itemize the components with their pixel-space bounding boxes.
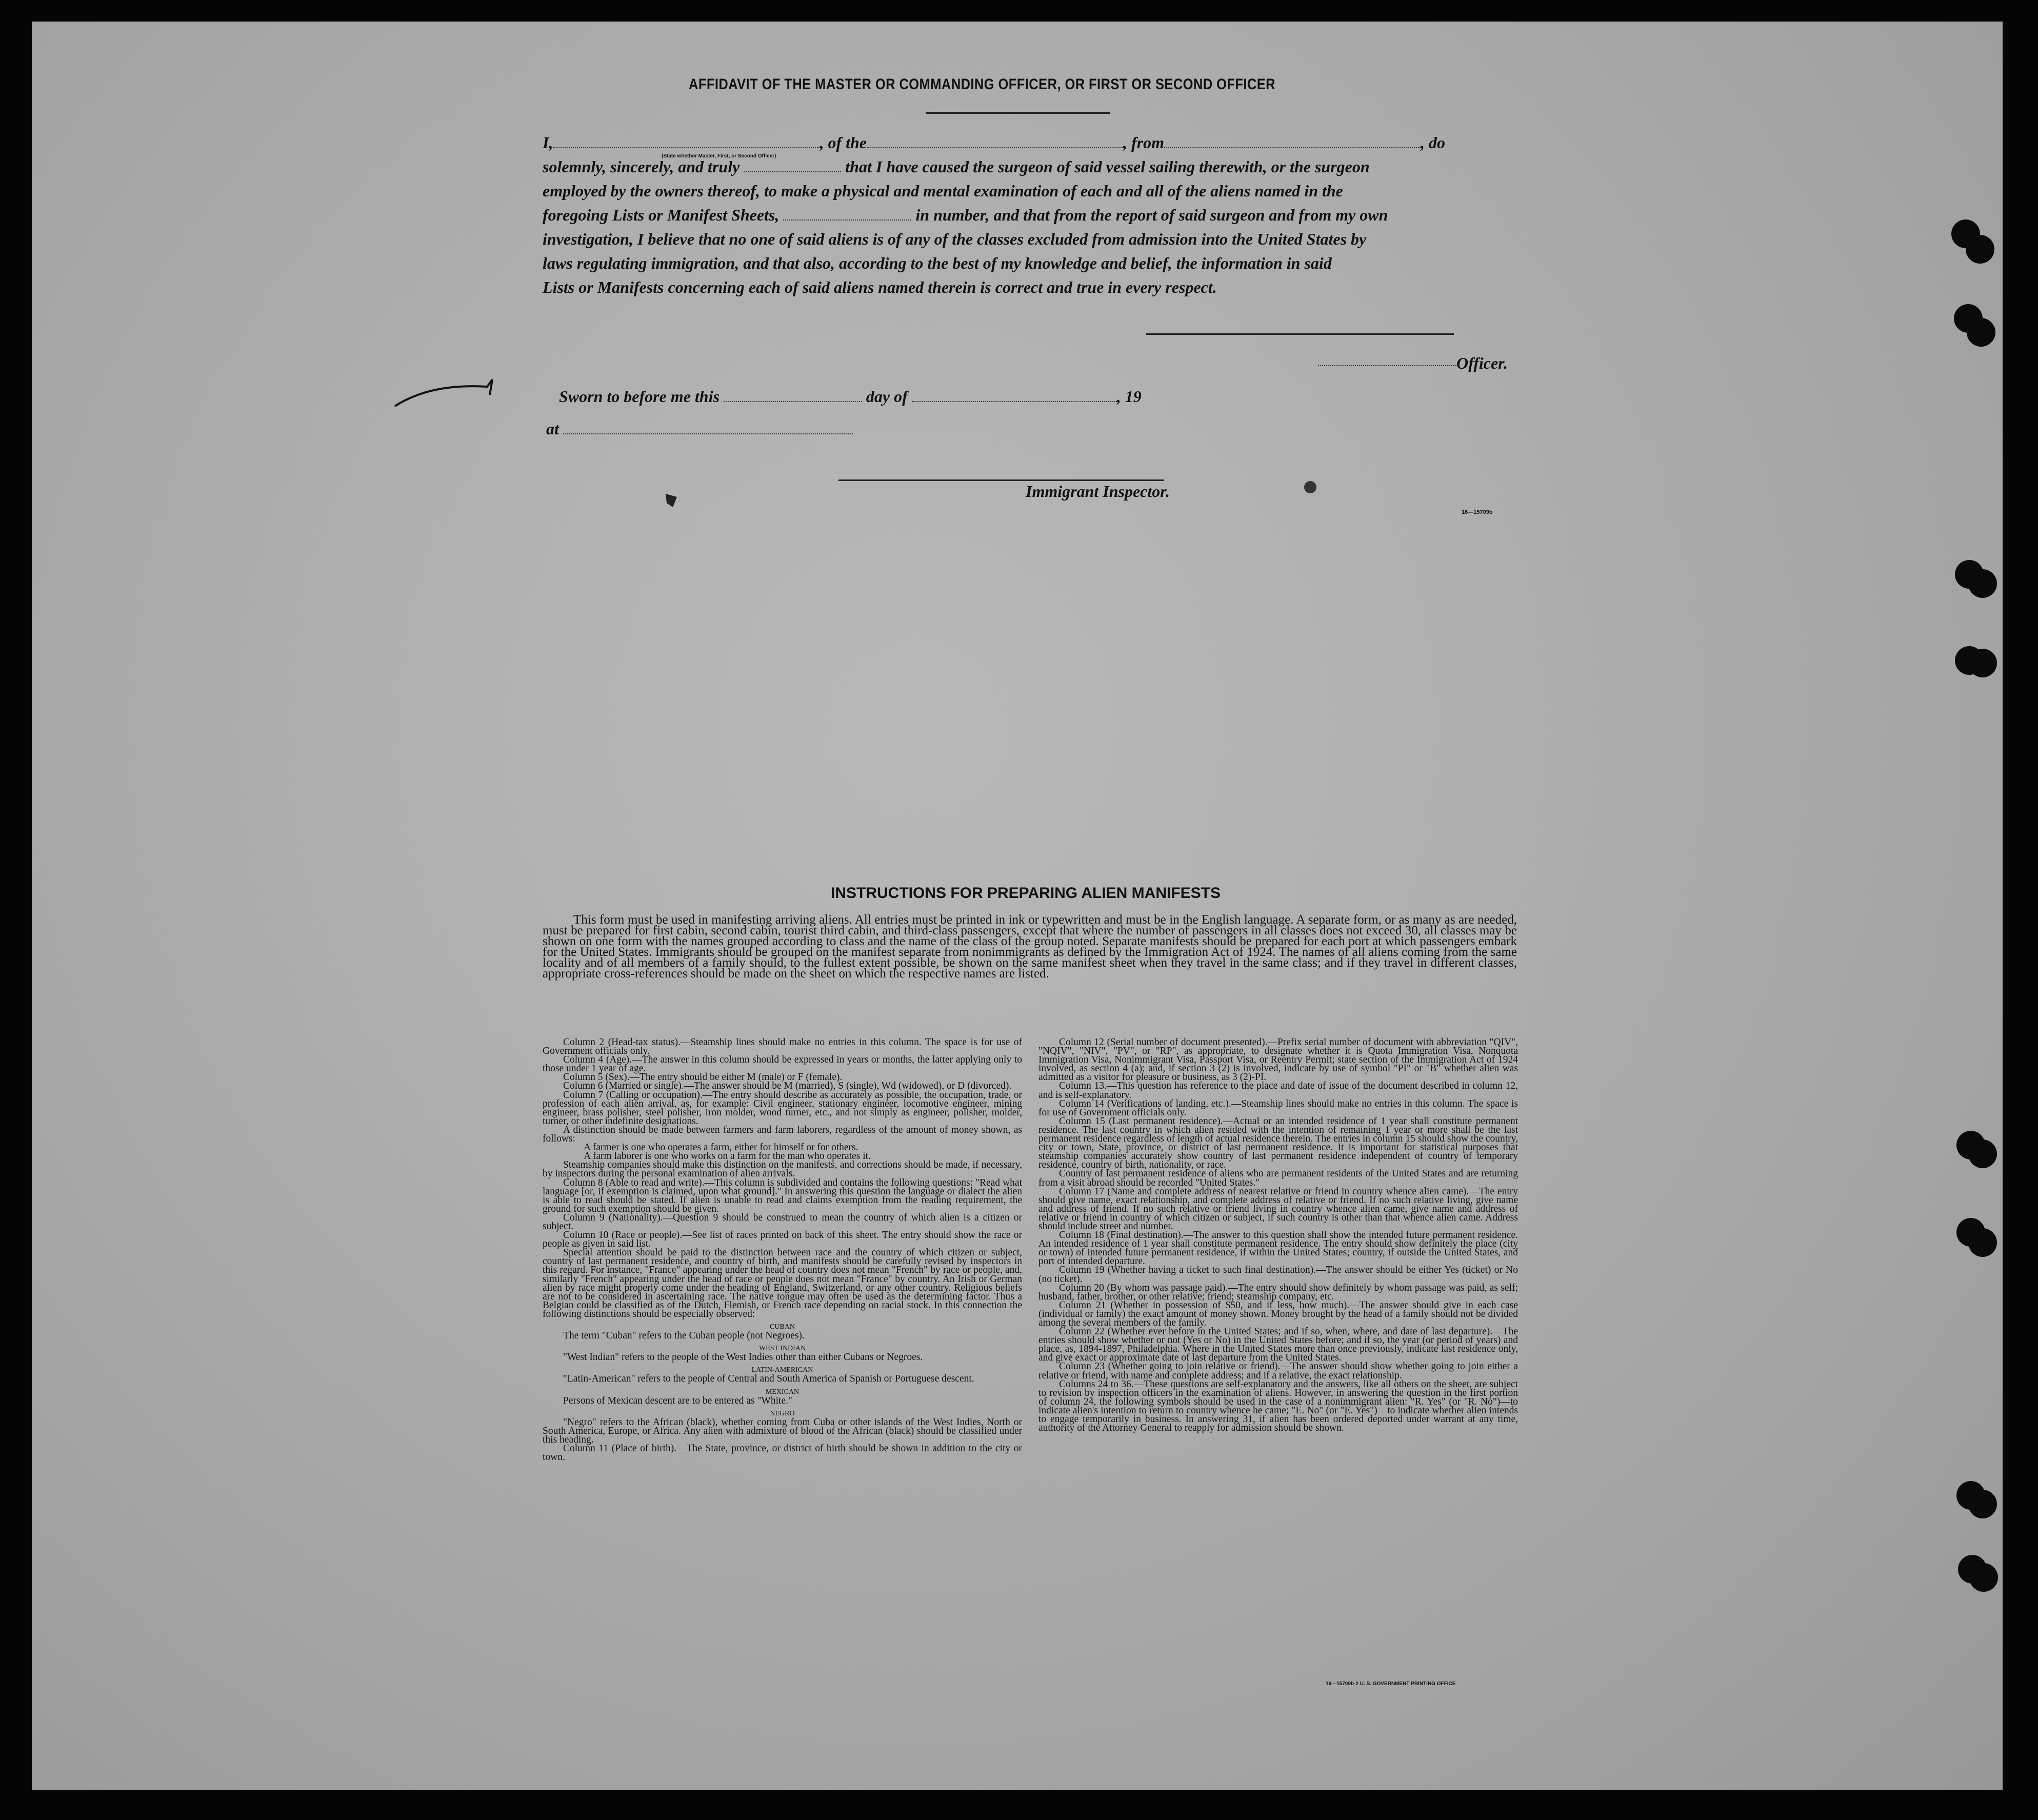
instruction-paragraph: Column 10 (Race or people).—See list of races printed on back of this sheet. The entry should show the race or people as given in said list. [543, 1230, 1022, 1250]
instruction-paragraph: Column 12 (Serial number of document presented).—Prefix serial number of document with abbreviation "QIV", "NQIV", "NIV", "PV", or "RP", as appropriate, to designate whether it is Quota Immigration Visa, Nonquota Immigration Visa, Nonimmigrant Visa, Passport Visa, or Reentry Permit; state section of the Immigration Act of 1924 involved, as section 4 (a); and, if section 3 (2) is involved, indicate by use of symbol "PI" or "B" whether alien was admitted as a visitor for pleasure or business, as 3 (2)-PI. [1038, 1037, 1518, 1083]
officer-title-blank [1318, 365, 1456, 366]
month-blank [912, 390, 1117, 402]
officer-label: Officer. [1456, 354, 1508, 372]
instruction-paragraph: Special attention should be paid to the distinction between race and the country of which citizen or subject, country of last permanent residence, and country of birth, and manifests should be carefully revised by inspectors in this regard. For instance, "France" appearing under the head of country does not mean "French" by race or people, and, similarly "French" appearing under the head of race or people does not mean "France" by country. An Irish or German alien by race might properly come under the heading of England, Switzerland, or any other country. Religious beliefs are not to be considered in ascertaining race. The native tongue may often be used as the determining factor. Thus a Belgian could be classified as of the Dutch, Flemish, or French race depending on racial stock. In this connection the following distinctions should be especially observed: [543, 1247, 1022, 1319]
affidavit-line-5: investigation, I believe that no one of said aliens is of any of the classes excluded from admission into the United States by [543, 230, 1367, 248]
punch-hole [1968, 649, 1997, 677]
instruction-paragraph: Column 20 (By whom was passage paid).—The entry should show definitely by whom passage was paid, as self; husband, father, brother, or other relative; friend; steamship company, etc. [1038, 1282, 1518, 1302]
officer-signature-line [1146, 333, 1454, 335]
inspector-signature-line [838, 479, 1164, 481]
race-definition-west-indian: "West Indian" refers to the people of the West Indies other than either Cubans or Negroes. [563, 1352, 923, 1363]
state-note: (State whether Master, First, or Second Officer) [662, 153, 776, 159]
instruction-paragraph: Column 4 (Age).—The answer in this column should be expressed in years or months, the latter applying only to those under 1 year of age. [543, 1054, 1022, 1074]
form-number: 16—15709b [1462, 509, 1493, 515]
affidavit-line-2b: that I have caused the surgeon of said vessel sailing therewith, or the surgeon [845, 157, 1370, 176]
race-heading-mexican: MEXICAN [765, 1388, 800, 1396]
instruction-paragraph: Column 7 (Calling or occupation).—The entry should describe as accurately as possible, the occupation, trade, or profession of each alien arrival, as, for example: Civil engineer, stationary engineer, locomotive engineer, mining engineer, brass polisher, steel polisher, iron molder, wood turner, etc., and not simply as engineer, polisher, molder, turner, or other indefinite designations. [543, 1089, 1022, 1127]
officer-name-blank [553, 136, 820, 148]
instruction-paragraph: Column 19 (Whether having a ticket to such final destination).—The answer should be either Yes (ticket) or No (no ticket). [1038, 1265, 1518, 1285]
race-heading-latin-american: LATIN-AMERICAN [751, 1366, 813, 1374]
inspector-label: Immigrant Inspector. [1026, 482, 1170, 501]
affidavit-title: AFFIDAVIT OF THE MASTER OR COMMANDING OFFICER, OR FIRST OR SECOND OFFICER [688, 76, 1276, 93]
scan-border-top [0, 0, 2038, 22]
instruction-paragraph: Column 22 (Whether ever before in the United States; and if so, when, where, and date of last departure).—The entries should show whether or not (Yes or No) in the United States before; and if so, the year (or period of years) and place, as, 1894-1897, Philadelphia. Where in the United States more than once previously, indicate last residence only, and give exact or approximate date of last departure from the United States. [1038, 1326, 1518, 1364]
day-blank [724, 390, 862, 402]
affidavit-line-2a: solemnly, sincerely, and truly [543, 157, 740, 176]
year-text: , 19 [1116, 387, 1142, 406]
affidavit-line-3: employed by the owners thereof, to make a physical and mental examination of each and all of the aliens named in the [543, 182, 1343, 200]
ink-blot-mark [1300, 477, 1321, 497]
instruction-paragraph: A farmer is one who operates a farm, either for himself or for others. [584, 1142, 858, 1153]
punch-hole [1968, 1139, 1997, 1168]
instructions-intro: This form must be used in manifesting arriving aliens. All entries must be printed in ink or typewritten and must be in the English language. A separate form, or as many as are needed, must be prepared for first cabin, second cabin, tourist third cabin, and third-class passengers, except that where the number of passengers in all classes does not exceed 30, all classes may be shown on one form with the names grouped according to class and the name of the class of the group noted. Separate manifests should be prepared for each port at which passengers embark for the United States. Immigrants should be grouped on the manifest separate from nonimmigrants as defined by the Immigration Act of 1924. The names of all aliens coming from the same locality and of all members of a family should, to the fullest extent possible, be shown on the same manifest sheet when they travel in the same class; and if they travel in different classes, appropriate cross-references should be made on the sheet on which the respective names are listed. [543, 913, 1517, 981]
instructions-left-column [543, 1038, 1022, 1462]
affidavit-line-4b: in number, and that from the report of said surgeon and from my own [915, 206, 1388, 224]
punch-hole [1968, 1490, 1997, 1518]
affidavit-line-7: Lists or Manifests concerning each of said aliens named therein is correct and true in every respect. [543, 278, 1217, 296]
scan-border-left [0, 0, 32, 1820]
vessel-name-blank [867, 136, 1123, 148]
instruction-paragraph: A distinction should be made between farmers and farm laborers, regardless of the amount of money shown, as follows: [543, 1124, 1022, 1145]
at-line [546, 419, 853, 438]
affidavit-do: , do [1421, 133, 1445, 152]
instruction-paragraph: Columns 24 to 36.—These questions are self-explanatory and the answers, like all others on the sheet, are subject to revision by inspection officers in the examination of aliens. However, in answering the question in the first portion of column 24, the following symbols should be used in the case of a nonimmigrant alien: "R. Yes" (or "R. No")—to indicate alien's intention to return to country whence he came; "E. No" (or "E. Yes")—to indicate whether alien intends to engage temporarily in business. In answering 31, if alien has been ordered deported under warrant at any time, authority of the Attorney General to reapply for admission should be shown. [1038, 1378, 1518, 1434]
scan-border-bottom [0, 1790, 2038, 1820]
instructions-right-column [1038, 1038, 1518, 1432]
race-definition-mexican: Persons of Mexican descent are to be entered as "White." [563, 1395, 792, 1406]
day-of-text: day of [866, 387, 908, 406]
affidavit-of-the: , of the [820, 133, 867, 152]
at-text: at [546, 419, 559, 438]
instruction-paragraph: Column 2 (Head-tax status).—Steamship lines should make no entries in this column. The space is for use of Government officials only. [543, 1037, 1022, 1057]
location-blank [563, 422, 853, 434]
race-heading-negro: NEGRO [770, 1409, 795, 1417]
instruction-paragraph: Column 8 (Able to read and write).—This column is subdivided and contains the following questions: "Read what language [or, if exemption is claimed, upon what ground]." In answering this question the language or dialect the alien is able to read should be stated. If alien is unable to read and claims exemption from the reading requirement, the ground for such exemption should be given. [543, 1177, 1022, 1214]
affidavit-i: I, [543, 133, 553, 152]
port-blank [1164, 136, 1421, 148]
race-definition-cuban: The term "Cuban" refers to the Cuban people (not Negroes). [563, 1330, 805, 1342]
punch-hole [1966, 235, 1994, 264]
instruction-paragraph: Column 18 (Final destination).—The answer to this question shall show the intended future permanent residence. An intended residence of 1 year shall constitute permanent residence. The entry should show definitely the place (city or town) of intended future permanent residence, if within the United States; country, if outside the United States, and port of intended departure. [1038, 1230, 1518, 1267]
instruction-paragraph: Column 17 (Name and complete address of nearest relative or friend in country whence alien came).—The entry should give name, exact relationship, and complete address of relative or friend. If no such relative living, give name and address of friend. If no such relative or friend living in country whence alien came, give name and address of relative or friend in country of which citizen or subject, if such country is other than that whence alien came. Address should include street and number. [1038, 1186, 1518, 1232]
punch-hole [1968, 569, 1997, 598]
sheet-count-blank [783, 208, 911, 221]
race-definition-negro: "Negro" refers to the African (black), whether coming from Cuba or other islands of the West Indies, North or South America, Europe, or Africa. Any alien with admixture of blood of the African (black) should be classified under this heading. [543, 1416, 1022, 1446]
punch-hole [1967, 318, 1995, 347]
instructions-title: INSTRUCTIONS FOR PREPARING ALIEN MANIFESTS [830, 885, 1221, 902]
title-underline [926, 112, 1110, 114]
instruction-paragraph: Steamship companies should make this distinction on the manifests, and corrections should be made, if necessary, by inspectors during the personal examination of alien arrivals. [543, 1159, 1022, 1179]
sworn-line [559, 387, 1142, 406]
race-heading-cuban: CUBAN [769, 1323, 795, 1331]
instruction-paragraph: Country of last permanent residence of aliens who are permanent residents of the United States and are returning from a visit abroad should be recorded "United States." [1038, 1168, 1518, 1188]
instruction-paragraph: Column 9 (Nationality).—Question 9 should be construed to mean the country of which alien is a citizen or subject. [543, 1212, 1022, 1232]
instruction-paragraph: Column 14 (Verifications of landing, etc.).—Steamship lines should make no entries in this column. The space is for use of Government officials only. [1038, 1098, 1518, 1118]
punch-hole [1969, 1563, 1998, 1592]
affidavit-from: , from [1123, 133, 1164, 152]
instruction-paragraph: A farm laborer is one who works on a farm for the man who operates it. [584, 1151, 871, 1162]
instruction-paragraph: Column 6 (Married or single).—The answer should be M (married), S (single), Wd (widowed), or D (divorced). [563, 1081, 1012, 1092]
instruction-paragraph: Column 5 (Sex).—The entry should be either M (male) or F (female). [563, 1072, 843, 1083]
oath-blank [744, 160, 841, 172]
scan-border-right [2003, 0, 2038, 1820]
pen-stroke-mark [390, 374, 503, 410]
affidavit-line-6: laws regulating immigration, and that also, according to the best of my knowledge and belief, the information in said [543, 254, 1332, 272]
race-heading-west-indian: WEST INDIAN [758, 1345, 806, 1353]
instruction-paragraph: Column 13.—This question has reference to the place and date of issue of the document described in column 12, and is self-explanatory. [1038, 1081, 1518, 1101]
instruction-paragraph: Column 11 (Place of birth).—The State, province, or district of birth should be shown in addition to the city or town. [543, 1443, 1022, 1463]
ink-blot-mark [662, 490, 682, 510]
affidavit-line-4a: foregoing Lists or Manifest Sheets, [543, 206, 780, 224]
instruction-paragraph: Column 15 (Last permanent residence).—Actual or an intended residence of 1 year shall constitute permanent residence. The last country in which alien resided with the intention of remaining 1 year or more shall be the last permanent residence regardless of length of actual residence therein. The entries in column 15 should show the country, city or town, State, province, or district of last permanent residence. It is important for statistical purposes that steamship companies accurately show country of last permanent residence independent of country of temporary residence, country of birth, nationality, or race. [1038, 1115, 1518, 1171]
printing-office-footer: 16—15709b-2 U. S. GOVERNMENT PRINTING OFFICE [1326, 1681, 1456, 1687]
race-definition-latin-american: "Latin-American" refers to the people of Central and South America of Spanish or Portuguese descent. [563, 1373, 974, 1385]
sworn-text: Sworn to before me this [559, 387, 720, 406]
instruction-paragraph: Column 21 (Whether in possession of $50, and if less, how much).—The answer should give in each case (individual or family) the exact amount of money shown. Money brought by the head of a family should not be divided among the several members of the family. [1038, 1299, 1518, 1328]
instruction-paragraph: Column 23 (Whether going to join relative or friend).—The answer should show whether going to join either a relative or friend, with name and complete address; and if a relative, the exact relationship. [1038, 1361, 1518, 1381]
punch-hole [1968, 1228, 1997, 1257]
